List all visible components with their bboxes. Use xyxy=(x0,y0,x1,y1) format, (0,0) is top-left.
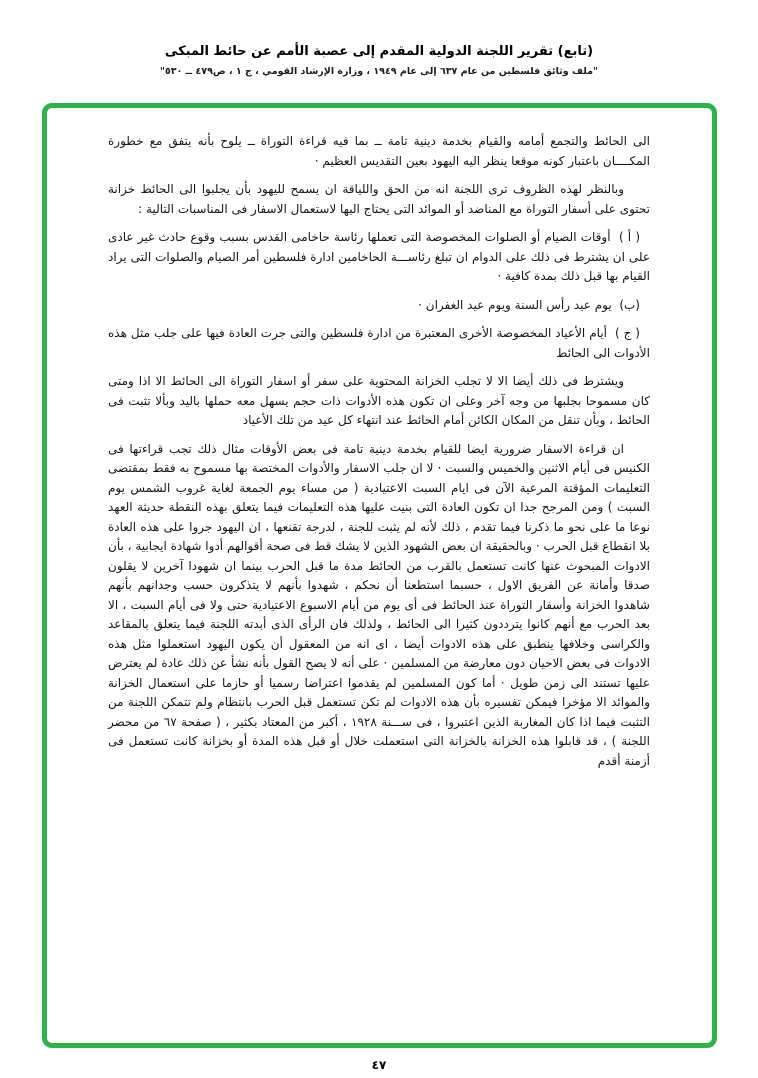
paragraph-3: ويشترط فى ذلك أيضا الا لا تجلب الخزانة المحتوية على سفر أو اسفار التوراة الى الحائط الا اذا ومتى كان مسموحا بجلبها من وجه آخر وعلى ان تكون هذه الأدوات ذات حجم يسهل معه حملها باليد وبألا تثبت فى الحائط ، وبأن تنقل من المكان الكائن أمام الحائط عند انتهاء كل عيد من تلك الأعياد xyxy=(108,374,650,427)
paragraph-2: وبالنظر لهذه الظروف ترى اللجنة انه من الحق واللياقة ان يسمح لليهود بأن يجلبوا الى الحائط خزانة تحتوى على أسفار التوراة مع المناضد أو الموائد التى يحتاج اليها لاستعمال الاسفار فى المناسبات التالية : xyxy=(108,182,650,216)
document-source-line: "ملف وثائق فلسطين من عام ٦٣٧ إلى عام ١٩٤٩ ، وزارة الإرشاد القومي ، ج ١ ، ص٤٧٩ ــ ٥٣٠" xyxy=(160,66,598,77)
document-title: (تابع) تقرير اللجنة الدولية المقدم إلى عصبة الأمم عن حائط المبكى xyxy=(164,44,594,59)
page-number: ٤٧ xyxy=(371,1058,387,1072)
list-marker-c: ( ج ) xyxy=(614,326,640,340)
list-item-c xyxy=(108,324,650,363)
document-body xyxy=(108,132,650,780)
list-item-a xyxy=(108,228,650,287)
list-text-c: أيام الأعياد المخصوصة الأخرى المعتبرة من ادارة فلسطين والتى جرت العادة فيها على جلب مثل هذه الأدوات الى الحائط xyxy=(108,326,650,360)
list-text-a: أوقات الصيام أو الصلوات المخصوصة التى تعملها رئاسة حاخامى القدس بسبب وقوع حادث غير عادى على ان يشترط فى ذلك على الدوام ان تبلغ رئاســـة الحاخامين ادارة فلسطين أمر الصيام والصلوات التى يراد القيام بها قبل ذلك بمدة كافية · xyxy=(108,230,650,283)
list-marker-b: (ب) xyxy=(619,297,640,312)
paragraph-4: ان قراءة الاسفار ضرورية ايضا للقيام بخدمة دينية تامة فى بعض الأوقات مثال ذلك تجب قراءتها فى الكنيس فى أيام الاثنين والخميس والسبت · لا ان جلب الاسفار والأدوات المختصة بها مسموح به فقط بمقتضى التعليمات المؤقتة المرعية الآن فى ايام السبت الاعتيادية ( من مساء يوم الجمعة لغاية غروب الشمس يوم السبت ) ومن المرجح جدا ان تكون العادة التى بنيت عليها هذه التعليمات فيما يتعلق بهذه النقطة حديثة العهد نوعا ما على نحو ما ذكرنا فيما تقدم ، ذلك لأنه لم يثبت للجنة ، لدرجة تقنعها ، ان اليهود جروا على هذه العادة بلا انقطاع قبل الحرب · وبالحقيقة ان بعض الشهود الذين لا يشك قط فى صحة أقوالهم أدوا شهادة ايجابية ، بأن الادوات المبحوث عنها كانت تستعمل بالقرب من الحائط مدة ما قبل الحرب بينما ان شهودا آخرين لا يقلون صدقا وأمانة عن الفريق الاول ، حسبما استطعنا أن نحكم ، شهدوا بأنهم لا يتذكرون حسب وجدانهم بأنهم شاهدوا الخزانة وأسفار التوراة عند الحائط فى أى يوم من أيام الاسبوع الاعتيادية حتى ولا فى أيام السبت ، الا بعد الحرب مع أنهم كانوا يترددون كثيرا الى الحائط ، ولذلك فان الرأى الذى أبدته اللجنة فيما يتعلق بالمقاعد والكراسى وخلافها ينطبق على هذه الادوات أيضا ، اى انه من المعقول أن يكون اليهود استعملوا مثل هذه الادوات فى بعض الاحيان دون معارضة من المسلمين · على أنه لا يصح القول بأنه نشأ عن ذلك عادة لم يعترض عليها تستند الى زمن طويل · أما كون المسلمين لم يقدموا اعتراضا رسميا أو حازما على استعمال الخزانة والموائد الا مؤخرا فيمكن تفسيره بأن هذه الادوات لم تكن تستعمل قبل الحرب بانتظام ولم تتمكن اللجنة من التثبت فيما اذا كان المغاربة الذين اعتبروا ، فى ســـنة ١٩٢٨ ، أكبر من المعتاد بكثير ، ( صفحة ٦٧ من محضر اللجنة ) ، قد قابلوا هذه الخزانة بالخزانة التى استعملت خلال أو قبل هذه المدة أو بخزانة كانت تستعمل فى أزمنة أقدم xyxy=(108,441,650,768)
page-header xyxy=(0,44,758,77)
list-marker-a: ( أ ) xyxy=(618,230,641,244)
paragraph-1: الى الحائط والتجمع أمامه والقيام بخدمة دينية تامة ــ بما فيه قراءة التوراة ــ يلوح بأنه يتفق مع خطورة المكــــان باعتبار كونه موقعا ينظر اليه اليهود بعين التقديس العظيم · xyxy=(108,134,650,168)
list-text-b: يوم عيد رأس السنة ويوم عيد الغفران · xyxy=(418,297,612,312)
list-item-b xyxy=(108,296,650,316)
